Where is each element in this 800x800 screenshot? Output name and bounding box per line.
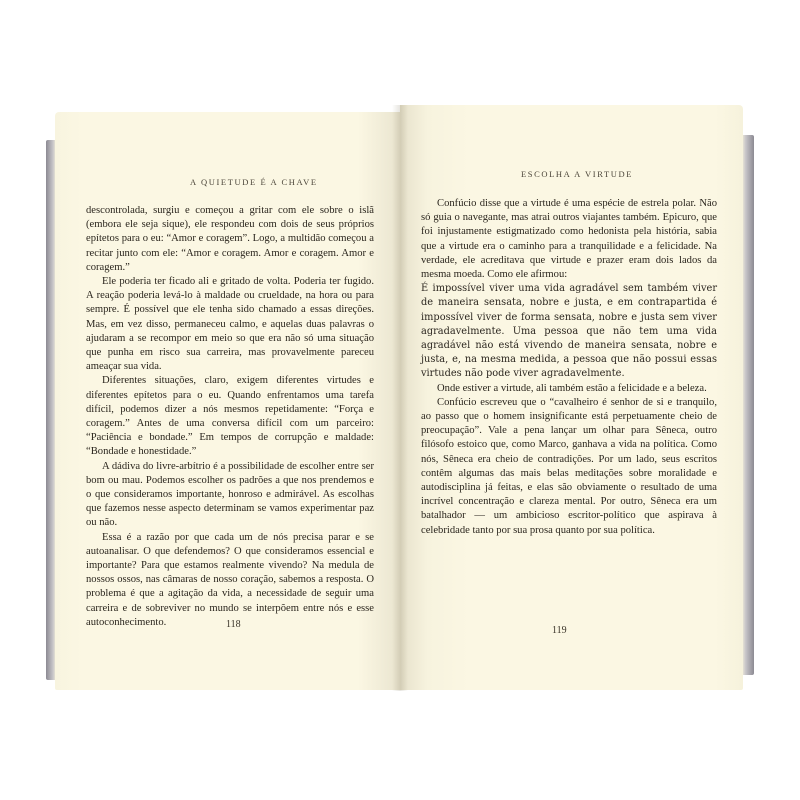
paragraph: Essa é a razão por que cada um de nós precisa parar e se autoanalisar. O que defendemos? O que consideramos essencial e importante? Para que estamos realmente vivendo? Na medula de nossos ossos, nas câmaras de nosso coração, sabemos a resposta. O problema é que a agitação da vida, a necessidade de seguir uma carreira e de sobreviver no mundo se interpõem entre nós e esse autoconhecimento.	[86, 531, 374, 628]
book-right-edge	[742, 135, 754, 675]
right-page	[400, 105, 743, 690]
paragraph: Diferentes situações, claro, exigem diferentes virtudes e diferentes epítetos para o eu. Quando enfrentamos uma tarefa difícil, podemos dizer a nós mesmos repetidamente: “Força e coragem.” Antes de uma conversa difícil com um parceiro: “Paciência e bondade.” Em tempos de corrupção e maldade: “Bondade e honestidade.”	[86, 375, 374, 458]
paragraph: Ele poderia ter ficado ali e gritado de volta. Poderia ter fugido. A reação poderia levá-lo à maldade ou crueldade, na hora ou para sempre. É possível que ele tenha sido chamado a essas direções. Mas, em vez disso, permaneceu calmo, e aquelas duas palavras o ajudaram a se recompor em meio so que era não só uma situação que punha em risco sua carreira, mas provavelmente pareceu ameaçar sua vida.	[86, 276, 374, 373]
paragraph: A dádiva do livre-arbítrio é a possibilidade de escolher entre ser bom ou mau. Podemos escolher os padrões a que nos prendemos e o que consideramos importante, honroso e admirável. As escolhas que fazemos nesse aspecto determinam se vamos experimentar paz ou não.	[86, 460, 374, 529]
block-quote: É impossível viver uma vida agradável sem também viver de maneira sensata, nobre e justa, e em contrapartida é impossível viver de forma sensata, nobre e justa sem viver agradavelmente. Uma pessoa que não tem uma vida agradável não está vivendo de maneira sensata, nobre e justa, e, na mesma medida, a pessoa que não possui essas virtudes não pode viver agradavelmente.	[421, 283, 717, 380]
right-running-head: ESCOLHA A VIRTUDE	[521, 169, 634, 179]
left-page	[55, 112, 400, 690]
paragraph: descontrolada, surgiu e começou a gritar com ele sobre o islã (embora ele seja sique), ele respondeu com dois de seus próprios epítetos para o eu: “Amor e coragem”. Logo, a multidão começou a recitar junto com ele: “Amor e coragem. Amor e coragem. Amor e coragem.”	[86, 205, 374, 273]
paragraph: Onde estiver a virtude, ali também estão a felicidade e a beleza.	[437, 382, 707, 394]
paragraph: Confúcio disse que a virtude é uma espécie de estrela polar. Não só guia o navegante, mas atrai outros viajantes também. Epicuro, que foi injustamente estigmatizado como hedonista pela história, sabia que a virtude era o caminho para a tranquilidade e a felicidade. Na verdade, ele acreditava que virtude e prazer eram dois lados da mesma moeda. Como ele afirmou:	[421, 198, 717, 281]
left-page-body	[86, 204, 374, 630]
left-running-head: A QUIETUDE É A CHAVE	[190, 177, 318, 187]
book-gutter-shadow	[392, 105, 408, 691]
paragraph: Confúcio escreveu que o “cavalheiro é senhor de si e tranquilo, ao passo que o homem insignificante está perpetuamente cheio de preocupação”. Vale a pena lançar um olhar para Sêneca, outro filósofo estoico que, como Marco, ganhava a vida na política. Como nós, Sêneca era cheio de contradições. Por um lado, seus escritos contêm algumas das mais belas meditações sobre moralidade e autodisciplina já feitas, e elas são obviamente o resultado de uma incrível concentração e clareza mental. Por outro, Sêneca era um batalhador — um ambicioso escritor-político que aspirava à celebridade tanto por sua prosa quanto por sua política.	[421, 396, 717, 536]
right-page-body	[421, 197, 717, 538]
right-page-number: 119	[552, 625, 567, 636]
left-page-number: 118	[226, 619, 241, 630]
